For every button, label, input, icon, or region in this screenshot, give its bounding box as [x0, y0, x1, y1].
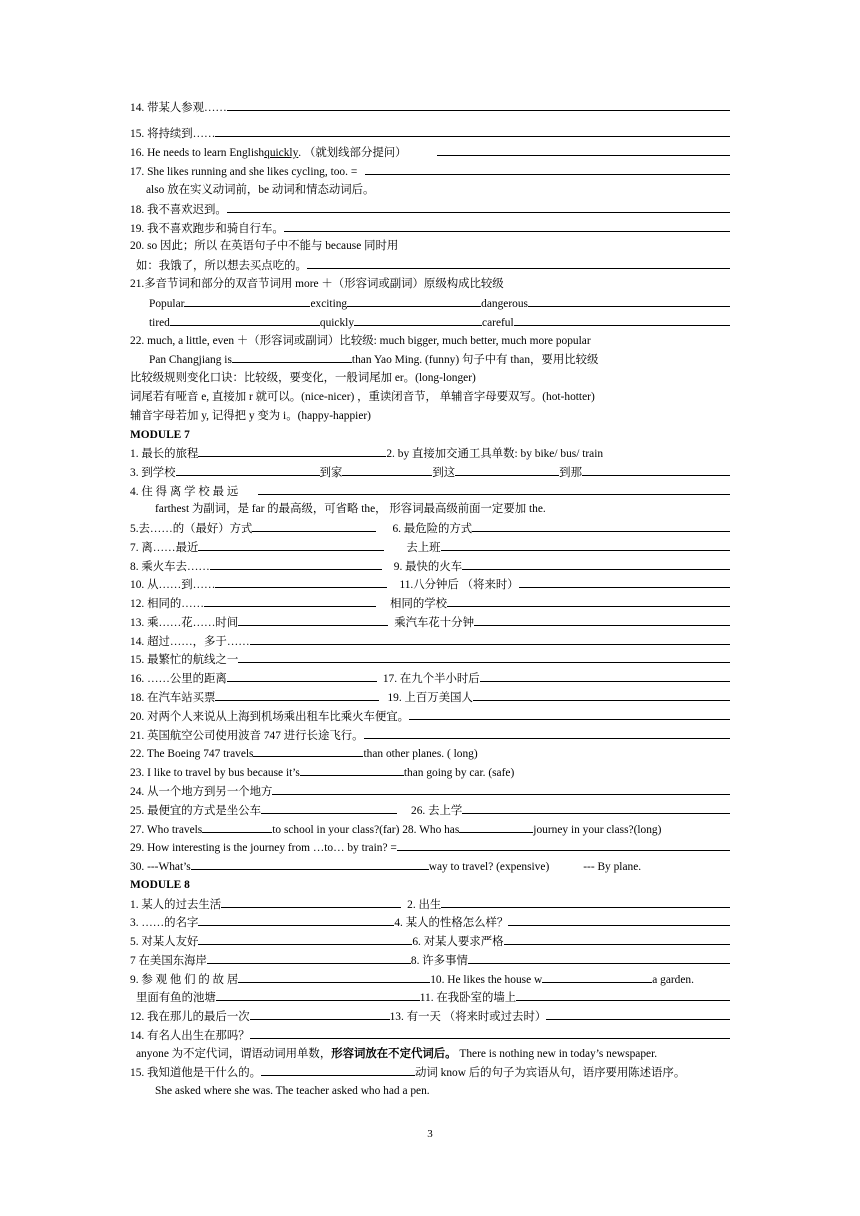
answer-blank[interactable]: [272, 782, 730, 795]
answer-blank[interactable]: [210, 557, 382, 570]
item-text: 5. 对某人友好: [130, 936, 199, 948]
answer-blank[interactable]: [447, 594, 730, 607]
item-text: way to travel? (expensive): [428, 861, 550, 873]
item-text: 12. 我在那儿的最后一次: [130, 1011, 250, 1023]
m8-item-14: [130, 1026, 730, 1045]
item-text: 17. She likes running and she likes cycling, too. =: [130, 166, 358, 178]
m7-item-23: [130, 763, 730, 782]
module-8-heading: MODULE 8: [130, 879, 190, 891]
answer-blank[interactable]: [409, 707, 730, 720]
m7-item-10-11: [130, 575, 730, 594]
item-text: 9. 最快的火车: [393, 561, 463, 573]
answer-blank[interactable]: [227, 669, 377, 682]
answer-blank[interactable]: [216, 988, 420, 1001]
item-text: 里面有鱼的池塘: [136, 992, 216, 1004]
item-text: 4. 住 得 离 学 校 最 远: [130, 486, 239, 498]
page-number: 3: [427, 1128, 433, 1140]
item-text: 16. He needs to learn English: [130, 147, 265, 159]
item-text: 9. 参 观 他 们 的 故 居: [130, 974, 239, 986]
item-text: dangerous: [481, 298, 528, 310]
item-text: journey in your class?(long): [533, 824, 662, 836]
item-text: 3. 到学校: [130, 467, 176, 479]
answer-blank[interactable]: [238, 650, 730, 663]
answer-blank[interactable]: [300, 763, 404, 776]
item-text: 2. 出生: [407, 899, 442, 911]
m8-item-9-10: [130, 970, 730, 989]
item-14: [130, 98, 730, 117]
item-text: 5.去……的（最好）方式: [130, 523, 253, 535]
m7-item-13: [130, 613, 730, 632]
item-text: 1. 最长的旅程: [130, 448, 199, 460]
item-text: 到家: [319, 467, 343, 479]
answer-blank[interactable]: [468, 951, 730, 964]
answer-blank[interactable]: [474, 613, 730, 626]
m8-item-12-13: [130, 1007, 730, 1026]
item-text: 22. The Boeing 747 travels: [130, 748, 254, 760]
answer-blank[interactable]: [542, 970, 652, 983]
answer-blank[interactable]: [437, 143, 730, 156]
m7-item-25-26: [130, 801, 730, 820]
answer-blank[interactable]: [176, 463, 320, 476]
m7-item-1-2: [130, 444, 730, 463]
item-16: [130, 143, 730, 162]
answer-blank[interactable]: [215, 575, 387, 588]
item-text: 14. 有名人出生在那吗？: [130, 1030, 250, 1042]
item-text: than other planes. ( long): [363, 748, 478, 760]
item-text: quickly: [319, 317, 355, 329]
answer-blank[interactable]: [253, 744, 363, 757]
item-text: 13. 有一天 （将来时或过去时）: [389, 1011, 547, 1023]
item-text: tired: [149, 317, 170, 329]
item-text: 10. He likes the house w: [430, 974, 543, 986]
item-text: 8. 乘火车去……: [130, 561, 210, 573]
module-7-heading: MODULE 7: [130, 429, 190, 441]
m8-note-anyone: [136, 1045, 730, 1064]
m7-item-29: [130, 838, 730, 857]
answer-blank[interactable]: [227, 98, 730, 111]
item-text: 27. Who travels: [130, 824, 203, 836]
answer-blank[interactable]: [364, 726, 730, 739]
answer-blank[interactable]: [198, 538, 384, 551]
m7-item-14: [130, 632, 730, 651]
rule-line-1: 比较级规则变化口诀：比较级，要变化，一般词尾加 er。(long-longer): [130, 372, 476, 384]
m8-item-3-4: [130, 913, 730, 932]
answer-blank[interactable]: [504, 932, 731, 945]
answer-blank[interactable]: [441, 538, 730, 551]
answer-blank[interactable]: [184, 294, 310, 307]
item-text: exciting: [310, 298, 348, 310]
item-text: 24. 从一个地方到另一个地方: [130, 786, 273, 798]
m7-item-21: [130, 726, 730, 745]
item-text: . （就划线部分提问）: [298, 147, 407, 159]
item-18: [130, 200, 730, 219]
item-text: 10. 从……到……: [130, 579, 216, 591]
answer-blank[interactable]: [473, 688, 730, 701]
answer-blank[interactable]: [198, 932, 412, 945]
answer-blank[interactable]: [252, 519, 376, 532]
item-text: 6. 最危险的方式: [392, 523, 473, 535]
answer-blank[interactable]: [462, 557, 730, 570]
item-text: 2. by 直接加交通工具单数: by bike/ bus/ train: [386, 448, 604, 460]
m8-item-11: [136, 988, 730, 1007]
item-text: 动词 know 后的句子为宾语从句，语序要用陈述语序。: [415, 1067, 686, 1079]
item-21-row-b: [149, 313, 730, 332]
item-text: to school in your class?(far) 28. Who has: [272, 824, 460, 836]
m7-item-18-19: [130, 688, 730, 707]
answer-blank[interactable]: [365, 162, 730, 175]
m8-item-1-2: [130, 895, 730, 914]
m7-item-15: [130, 650, 730, 669]
answer-blank[interactable]: [455, 463, 559, 476]
item-text: 14. 超过……，多于……: [130, 636, 250, 648]
answer-blank[interactable]: [582, 463, 730, 476]
item-15: [130, 124, 730, 143]
item-text: 11. 在我卧室的墙上: [419, 992, 517, 1004]
answer-blank[interactable]: [204, 594, 376, 607]
answer-blank[interactable]: [397, 838, 730, 851]
answer-blank[interactable]: [480, 669, 730, 682]
answer-blank[interactable]: [284, 219, 730, 232]
note-text: anyone 为不定代词，谓语动词用单数，: [136, 1048, 332, 1060]
answer-blank[interactable]: [528, 294, 730, 307]
m7-item-8-9: [130, 557, 730, 576]
m7-item-24: [130, 782, 730, 801]
m7-item-22: [130, 744, 730, 763]
item-21: 21.多音节词和部分的双音节词用 more ＋（形容词或副词）原级构成比较级: [130, 278, 504, 290]
m7-note-farthest: farthest 为副词，是 far 的最高级，可省略 the， 形容词最高级前面一定要加 the.: [155, 503, 546, 515]
item-text: 12. 相同的……: [130, 598, 205, 610]
m7-item-12: [130, 594, 730, 613]
item-text: 26. 去上学: [411, 805, 463, 817]
answer-blank[interactable]: [215, 688, 379, 701]
item-text: 17. 在九个半小时后: [382, 673, 480, 685]
item-text: 到这: [432, 467, 456, 479]
item-22: 22. much, a little, even ＋（形容词或副词）比较级: much bigger, much better, much more popular: [130, 335, 591, 347]
answer-blank[interactable]: [347, 294, 481, 307]
note-text: There is nothing new in today’s newspaper.: [456, 1048, 658, 1060]
answer-blank[interactable]: [261, 801, 397, 814]
item-text: 到那: [559, 467, 582, 479]
item-text: 11.八分钟后 （将来时）: [399, 579, 519, 591]
item-17: [130, 162, 730, 181]
answer-blank[interactable]: [250, 1007, 390, 1020]
item-text: 如：我饿了，所以想去买点吃的。: [136, 260, 307, 272]
answer-blank[interactable]: [516, 988, 730, 1001]
m8-item-15: [130, 1063, 730, 1082]
item-text: than Yao Ming. (funny) 句子中有 than，要用比较级: [351, 354, 599, 366]
m7-item-16-17: [130, 669, 730, 688]
m8-item-5-6: [130, 932, 730, 951]
answer-blank[interactable]: [519, 575, 730, 588]
item-text: 14. 带某人参观……: [130, 102, 227, 114]
item-text: a garden.: [652, 974, 694, 986]
underlined-word: quickly: [264, 147, 299, 159]
item-text: 30. ---What’s: [130, 861, 191, 873]
item-text: 21. 英国航空公司使用波音 747 进行长途飞行。: [130, 730, 364, 742]
item-20-example: [136, 256, 730, 275]
answer-blank[interactable]: [198, 444, 386, 457]
item-21-row-a: [149, 294, 730, 313]
m8-note-examples: She asked where she was. The teacher asked who had a pen.: [155, 1085, 430, 1097]
item-text: 7. 离……最近: [130, 542, 199, 554]
answer-blank[interactable]: [546, 1007, 730, 1020]
item-text: --- By plane.: [583, 861, 642, 873]
answer-blank[interactable]: [472, 519, 730, 532]
answer-blank[interactable]: [250, 1026, 730, 1039]
answer-blank[interactable]: [202, 820, 272, 833]
m7-item-3: [130, 463, 730, 482]
item-text: 16. ……公里的距离: [130, 673, 227, 685]
answer-blank[interactable]: [508, 913, 730, 926]
item-text: 15. 我知道他是干什么的。: [130, 1067, 261, 1079]
answer-blank[interactable]: [232, 350, 352, 363]
m7-item-7: [130, 538, 730, 557]
answer-blank[interactable]: [207, 951, 411, 964]
item-text: 乘汽车花十分钟: [394, 617, 474, 629]
note-also: also 放在实义动词前，be 动词和情态动词后。: [146, 184, 375, 196]
m7-item-30: [130, 857, 730, 876]
item-text: 3. ……的名字: [130, 917, 199, 929]
item-text: 18. 我不喜欢迟到。: [130, 204, 227, 216]
item-text: 7 在美国东海岸: [130, 955, 207, 967]
item-text: 23. I like to travel by bus because it’s: [130, 767, 300, 779]
answer-blank[interactable]: [170, 313, 320, 326]
item-text: 19. 上百万美国人: [387, 692, 473, 704]
item-20: 20. so 因此；所以 在英语句子中不能与 because 同时用: [130, 240, 399, 252]
item-text: 15. 最繁忙的航线之一: [130, 654, 239, 666]
item-text: 8. 许多事情: [410, 955, 468, 967]
answer-blank[interactable]: [261, 1063, 415, 1076]
rule-line-2: 词尾若有哑音 e, 直接加 r 就可以。(nice-nicer) ，重读闭音节， 单辅音字母要双写。(hot-hotter): [130, 391, 595, 403]
m7-item-4: [130, 482, 730, 501]
item-text: Popular: [149, 298, 185, 310]
item-text: 20. 对两个人来说从上海到机场乘出租车比乘火车便宜。: [130, 711, 410, 723]
answer-blank[interactable]: [250, 632, 730, 645]
item-text: than going by car. (safe): [403, 767, 515, 779]
item-text: 15. 将持续到……: [130, 128, 216, 140]
m7-item-20: [130, 707, 730, 726]
answer-blank[interactable]: [238, 970, 430, 983]
answer-blank[interactable]: [227, 200, 730, 213]
m7-item-27-28: [130, 820, 730, 839]
answer-blank[interactable]: [342, 463, 432, 476]
answer-blank[interactable]: [238, 613, 388, 626]
item-text: careful: [482, 317, 514, 329]
item-text: 4. 某人的性格怎么样？: [394, 917, 509, 929]
item-text: 6. 对某人要求严格: [412, 936, 504, 948]
item-text: 29. How interesting is the journey from …to… by train? =: [130, 842, 397, 854]
answer-blank[interactable]: [514, 313, 730, 326]
item-text: 1. 某人的过去生活: [130, 899, 222, 911]
answer-blank[interactable]: [462, 801, 730, 814]
m8-item-7-8: [130, 951, 730, 970]
answer-blank[interactable]: [191, 857, 429, 870]
item-text: Pan Changjiang is: [149, 354, 232, 366]
item-text: 19. 我不喜欢跑步和骑自行车。: [130, 223, 284, 235]
note-bold-text: 形容词放在不定代词后。: [331, 1048, 457, 1060]
answer-blank[interactable]: [215, 124, 730, 137]
answer-blank[interactable]: [459, 820, 533, 833]
rule-line-3: 辅音字母若加 y, 记得把 y 变为 i。(happy-happier): [130, 410, 371, 422]
item-22-example: [149, 350, 730, 369]
answer-blank[interactable]: [307, 256, 730, 269]
answer-blank[interactable]: [258, 482, 730, 495]
item-19: [130, 219, 730, 238]
answer-blank[interactable]: [354, 313, 482, 326]
answer-blank[interactable]: [221, 895, 401, 908]
answer-blank[interactable]: [441, 895, 730, 908]
item-text: 18. 在汽车站买票: [130, 692, 216, 704]
item-text: 去上班: [406, 542, 441, 554]
item-text: 相同的学校: [390, 598, 448, 610]
answer-blank[interactable]: [198, 913, 394, 926]
item-text: 25. 最便宜的方式是坐公车: [130, 805, 261, 817]
item-text: 13. 乘……花……时间: [130, 617, 239, 629]
m7-item-5-6: [130, 519, 730, 538]
